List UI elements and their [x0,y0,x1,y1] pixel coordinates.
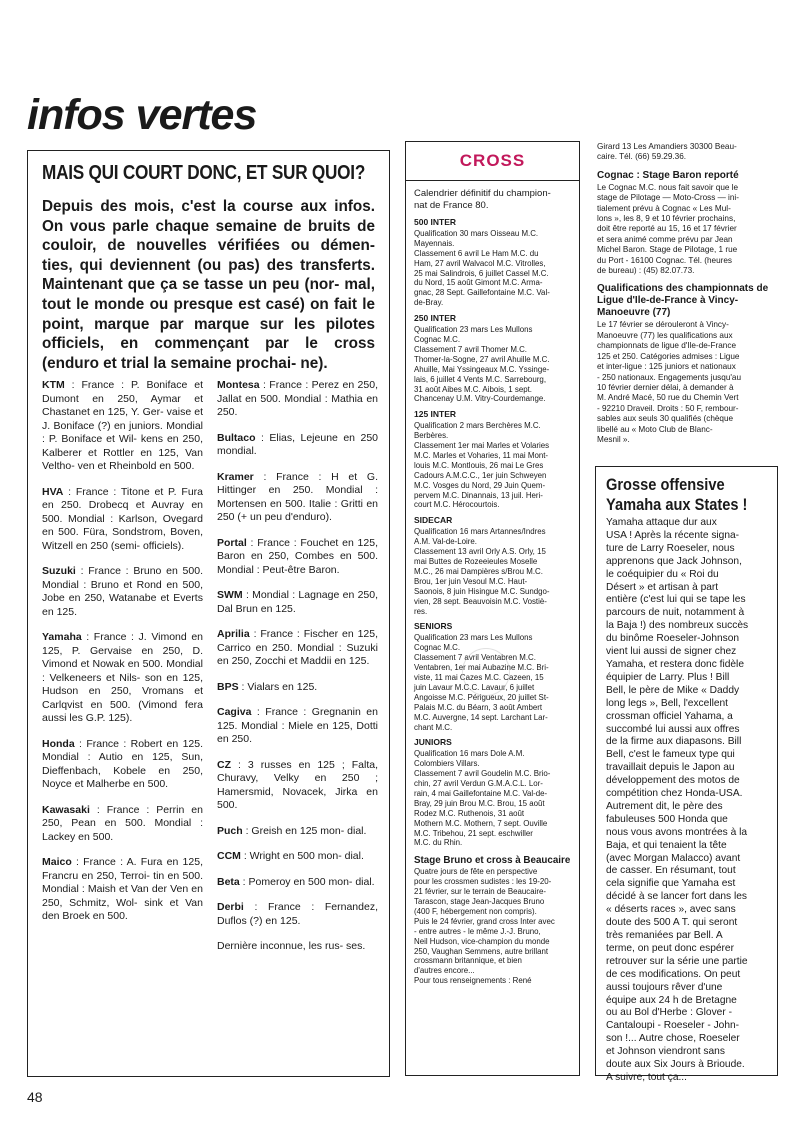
cognac-line: doit être reporté au 15, 16 et 17 février [597,224,737,234]
brand-text: Vimond en 125, P. Gervaise [42,631,203,657]
brand-entry [217,379,378,420]
brand-text: et Everts en 125. [42,592,203,618]
yamaha-body-line: USA ! Après la récente signa- [606,529,740,541]
brand-text: 500. [177,565,203,577]
brand-text: Mondial : Peut-être Baron. [217,563,340,576]
brand-entry [42,738,203,792]
cross-intro-line: Calendrier définitif du champion- [414,188,551,199]
cross-section-title: SENIORS [414,621,453,632]
brand-name: BPS [217,680,239,693]
brand-text: : France : Fouchet en [246,536,354,549]
qualif-line: championnats de ligue d'Ile-de-France [597,341,737,351]
cross-section-line: Cadours A.M.C.C., 1er juin Schweyen [414,470,547,480]
brand-text: : Greish en 125 mon- [242,824,345,837]
brand-name: CCM [217,850,241,862]
brand-text: dial. [341,850,364,862]
cross-section-line: 25 mai Salindrois, 6 juillet Cassel M.C. [414,268,549,278]
brand-text: 125. [178,737,204,750]
page-number: 48 [27,1089,43,1105]
brand-text: Auvray en 500. [42,499,204,525]
lead-text: ne). [300,354,328,372]
brand-text: : France : P. Boniface [64,379,188,391]
lead-text: Maintenant que ça se tasse un peu (nor- [42,276,345,294]
yamaha-body-line: Baja, et qui tenaient la tête [606,839,727,851]
qualif-line: Le 17 février se dérouleront à Vincy- [597,320,729,330]
brand-text: 500, Jobe en 250, Watanabe [42,578,203,604]
cross-section-line: lais, 6 juillet 4 Vents M.C. Sarrebourg, [414,374,547,384]
brand-text: ses. [343,940,366,952]
brand-text: Mondial : Suzuki en 250, [217,641,378,667]
brand-text: Duflos (?) en 125. [217,914,301,927]
cross-section-line: M.C., 26 mai Dampières s/Brou M.C. [414,566,543,576]
brand-text: : France : Perrin [89,803,185,816]
yamaha-body-line: vient lui aussi de signer chez [606,646,737,658]
cross-section-line: A.M. Val-de-Loire. [414,537,478,547]
brand-text: Mondial : Velkeneers et Nils- [42,658,203,684]
cognac-line: Michel Baron. Stage de Pilotage, 1 rue [597,245,738,255]
brand-entry [217,825,378,839]
section-title: infos vertes [27,91,257,139]
cross-section-line: Qualification 16 mars Artannes/Indres [414,527,546,537]
stage-line: pour les crossmen sudistes : les 19-20- [414,877,552,887]
stage-title: Stage Bruno et cross à Beaucaire [414,855,571,867]
stage-line: 21 février, sur le terrain de Beaucaire- [414,887,547,897]
brand-entry [42,379,203,474]
watermark-stamp [462,648,510,696]
yamaha-body-line: Yamaha, et restera donc fidèle [606,658,744,670]
brand-entry [217,706,378,747]
brand-text: : France : H et G. [253,470,378,483]
cross-section-line: Ham, 27 avril Walvacol M.C. Vitrolles, [414,258,546,268]
cross-section-line: court M.C. Hérocourtois. [414,500,500,510]
brand-text: dial. [352,875,375,888]
cross-section-line: Brou, 1er juin Vesoul M.C. Haut- [414,576,528,586]
stage-line: Puis le 24 février, grand cross Inter avec [414,916,555,926]
yamaha-body-line: parcours de nuit, notamment à [606,607,745,619]
cross-section-line: Mayennais. [414,238,455,248]
qualif-line: et inter-ligue : 125 juniors et nationaux [597,362,736,372]
qualif-line: 125 et 250. Catégories admises : Ligue [597,351,740,361]
stage-line: 250, Vaughan Semmens, autre brillant [414,946,549,956]
cross-section-line: Mothern M.C. Mothern, 7 sept. Ouville [414,818,548,828]
brand-column-left [42,379,203,966]
yamaha-body-line: décidé à se lancer fort dans les [606,891,748,903]
brand-text: Hittinger en 250. [217,484,314,496]
brand-text: en 500. Füra, Sondstrom, [42,526,166,538]
cross-section-line: Palais M.C. du Béarn, 3 août Ambert [414,702,543,712]
brand-entry [217,759,378,813]
cross-divider [406,180,579,181]
yamaha-body-line: la Baja !) des nombreux succès [606,620,749,632]
cross-heading: CROSS [459,151,526,170]
yamaha-title-line: Yamaha aux States ! [606,495,748,514]
yamaha-body-line: développement des motos de [606,775,740,787]
brand-name: Cagiva [217,706,252,718]
brand-entry [217,432,378,459]
stage-line: Neil Hudson, vice-champion du monde [414,936,550,946]
cross-section-title: 250 INTER [414,313,457,324]
brand-text: kens en 250, Kalberer et [42,433,203,459]
brand-text: en 500. [124,658,164,670]
yamaha-body-line: Cantaloupi - Roeseler - John- [606,1020,740,1032]
cross-section-title: JUNIORS [414,737,452,748]
brand-name: Kawasaki [42,803,90,816]
cross-section-line: louis M.C. Montlouis, 26 mai Le Gres [414,460,544,470]
cross-section-line: Ventabren, 1er mai Aubazine M.C. Bri- [414,663,549,673]
brand-text: Churavy, Velky en 250 ; [217,772,378,784]
yamaha-body [606,517,767,1085]
cross-section-line: Thomer-la-Sogne, 27 avril Ahuille M.C. [414,354,550,364]
brand-text: Dieffenbach, Kobele en 250, [42,764,203,777]
yamaha-body-line: équipier de Larry. Plus ! Bill [606,671,730,683]
cross-section-line: Qualification 30 mars Oisseau M.C. [414,228,539,238]
brand-name: HVA [42,485,64,498]
cross-section-line: Classement 7 avril Ventabren M.C. [414,653,536,663]
yamaha-body-line: retrouver sur la série une partie [606,955,748,967]
yamaha-body-line: compétition chez Honda-USA. [606,788,743,800]
brand-text: son en 125, Hudson en 250, [42,671,204,697]
brand-entry [42,486,203,554]
cross-section-line: Qualification 2 mars Berchères M.C. [414,421,541,431]
qualif-line: sables aux seuls 30 qualifiés (chèque [597,414,734,424]
stage-line: d'autres encore... [414,966,475,976]
yamaha-body-line: Bell, c'est le fameux type qui [606,749,735,761]
cross-section-line: viste, 11 mai Cazes M.C. Cazeen, 15 [414,672,544,682]
qualif-line: 10 février dernier délai, à demander à [597,382,734,392]
stage-line: Quatre jours de fête en perspective [414,867,538,877]
lead-text: cross (enduro et trial la semaine prochai- [42,335,375,372]
brand-name: KTM [42,379,65,391]
brand-text: 125). [105,712,133,724]
cognac-line: stage de Pilotage — Moto-Cross — ini- [597,193,739,203]
brand-text: en 250, D. Vimond et Nowak [42,644,203,670]
brand-text: et Dumont en 250, Aymar et [42,379,203,405]
lead-text: couloir, de nouvelles vérifiées ou démen- [42,237,375,255]
cross-calendar-box [405,141,580,1076]
brand-name: Beta [217,875,240,888]
yamaha-body-line: (avec Morgan Malacco) avant [606,852,741,864]
cross-section-line: Angoisse M.C. Périgueux, 20 juillet St- [414,692,549,702]
yamaha-body-line: travaillait depuis le Japon au [606,762,735,774]
brand-text: Mondial : Autio en 125, Sun, [42,751,203,763]
brand-text: juniors. [125,419,163,432]
brand-text: : France : Bruno en [75,565,178,577]
lead-text: ties, qui deviennent (ou pas) des transferts. [42,256,375,274]
qualif-line: M. André Macé, 50 rue du Chemin Vert [597,393,739,403]
brand-text: 125, Baron en 250, Combes [217,536,378,562]
cross-section-line: Qualification 23 mars Les Mullons [414,633,533,643]
brand-text: Zocchi et Maddii en 125. [252,655,370,667]
qualif-title: Qualifications des championnats de Ligue d'Ile-de-France à Vincy-Manoeuvre (77) [597,283,769,319]
brand-text: 250 mondial. [217,431,378,457]
cross-section-line: Qualification 23 mars Les Mullons [414,325,533,335]
brand-text: : Elias, Lejeune en [255,431,356,444]
brand-entry [217,681,378,695]
stage-line: (400 F, hébergement non compris). [414,906,537,916]
cross-section-line: chin, 27 avril Verdun G.M.A.C.L. Lor- [414,779,543,789]
cross-section-line: Bray, 29 juin Brou M.C. Brou, 15 août [414,798,545,808]
cognac-line: de bureau) : (45) 82.07.73. [597,266,695,276]
brand-text: : France : Fischer en [249,628,354,640]
brand-text: 125, Carrico en 250. [217,628,378,654]
cross-section-line: pervem M.C. Dinannais, 13 juil. Heri- [414,490,543,500]
brand-column-right [217,379,378,966]
brand-text: : Vialars en 125. [238,680,318,693]
brand-text: en 250, Dal Brun en 125. [217,589,379,615]
cross-section-line: Qualification 16 mars Dole A.M. [414,749,525,759]
brand-entry [217,537,378,578]
side-cont-line: caire. Tél. (66) 59.29.36. [597,152,687,162]
brand-text: : Wright en 500 mon- [240,850,342,862]
yamaha-body-line: doute des 500 A T. qui seront [606,917,738,929]
cross-section-line: 31 août Aibes M.C. Aibois, 1 sept. [414,384,532,394]
brand-name: Maico [42,856,72,868]
cross-section-title: SIDECAR [414,515,453,526]
brand-text: peu d'enduro). [261,511,332,523]
cross-intro [414,188,571,212]
qualif-line: Manoeuvre (77) les qualifications aux [597,330,733,340]
brand-text: dial. [344,824,367,837]
yamaha-body-line: le coéquipier du « Roi du [606,568,719,580]
side-news [597,142,777,445]
cross-section-line: Classement 7 avril Goudelin M.C. Brio- [414,769,551,779]
yamaha-body-line: ou au Bol d'Herbe : Glover - [606,1007,732,1019]
brand-text: Hamersmid, Novacek, Jirka [217,785,358,798]
brand-text: Mondial : Lackey en 500. [42,817,204,843]
yamaha-body-line: fabuleuses 500 Honda que [606,813,728,825]
yamaha-body-line: entière (c'est lui qui se tape les [606,594,746,606]
lead-text: fait le point, marque par marque sur les [42,295,376,333]
brand-text: Mondial : Mortensen en 500. [217,484,378,510]
brand-text: officiels). [140,539,185,552]
brand-entry [42,565,203,619]
yamaha-body-line: de casser. En résumant, tout [606,865,736,877]
cross-section-line: Saonois, 8 juin Hisingue M.C. Sundgo- [414,586,550,596]
cross-section-line: Classement 6 avril Le Ham M.C. du [414,248,539,258]
yamaha-body-line: nous vous avons montrées à la [606,826,748,838]
brand-text: : France : A. Fura en [71,856,179,868]
lead-text: mal, tout le monde ou presque est casé) on [42,276,375,313]
brand-text: 500. [104,910,128,922]
cross-section-line: Classement 7 avril Thomer M.C. [414,344,527,354]
cognac-line: du Port - 16100 Cognac. Tél. (heures [597,255,733,265]
yamaha-body-line: crossman officiel Yahama, a [606,710,733,722]
cross-section-line: mai Buttes de Rozeeieules Moselle [414,557,538,566]
yamaha-body-line: du binôme Roeseler-Johnson [606,633,740,645]
brand-text: : France : Gregnanin [251,706,361,718]
yamaha-body-line: long legs », Bell, l'excellent [606,697,729,709]
yamaha-title [606,475,748,515]
brand-text: Boven, Witzell en 250 (semi- [42,526,203,552]
cross-intro-line: nat de France 80. [414,200,489,211]
yamaha-body-line: et Johnson viendront sans [606,1046,725,1058]
cross-section-line: Rodez M.C. Ruthenois, 31 août [414,808,525,818]
brand-text: Noyce et Malherbe en 500. [42,778,169,790]
yamaha-body-line: de la firme aux diapasons. Bill [606,736,742,748]
cross-section-line: vien, 28 sept. Beauvoisin M.C. Vostiè- [414,596,547,606]
brand-text: en 250, Pean en 500. [42,803,203,829]
yamaha-body-line: Bell, le père de Mike « Daddy [606,684,740,696]
brand-text: Ven en 250, Schmitz, Wol- [42,883,203,909]
brand-text: : 3 russes en 125 ; Falta, [231,758,378,771]
brand-text: en 125. [217,706,378,732]
cognac-line: Le Cognac M.C. nous fait savoir que le [597,182,739,192]
yamaha-body-line: succombé lui aussi aux offres [606,723,740,735]
brand-text: : Mondial : Lagnage [242,589,340,601]
brand-text: Mondial : Maish et Van der [42,883,168,895]
brand-text: 125, Francru en 250, Terroi- [42,856,203,882]
yamaha-body-line: de ces modifications. On peut [606,968,741,980]
brand-text: (Vimond fera aussi les G.P. [42,698,203,724]
brand-text: vaise et J. Boniface (?) en [42,406,203,432]
brand-text: tin en 500. [149,869,203,882]
cross-section-line: Cognac M.C. [414,643,461,653]
brand-name: Portal [217,536,247,549]
yamaha-body-line: équipe aux 24 h de Bretagne [606,994,737,1006]
cross-section-title: 500 INTER [414,217,457,227]
brand-text: Vromans et Carlqvist en 500. [42,685,203,711]
brand-text: Mondial : P. Boniface et Wil- [42,419,203,445]
cross-section-line: chant M.C. [414,722,453,732]
brand-name: CZ [217,758,231,771]
brand-text: : France : J. [81,631,147,643]
yamaha-body-line: Désert » et artisan à part [606,581,719,593]
yamaha-title-line: Grosse offensive [606,475,725,494]
brand-text: sink et Van den Broek en [42,896,203,922]
cross-section-line: res. [414,606,428,616]
brand-text: Mondial : Bruno et Rond en [42,578,178,591]
cross-section-line: M.C. Vosges du Nord, 29 Juin Quem- [414,480,546,490]
brand-text: Fura en 250. Drobecq et [42,485,203,511]
brand-name: Aprilia [217,628,250,640]
brand-text: : France : Titone et P. [63,485,177,498]
cross-section-line: gnac, 28 Sept. Gaillefontaine M.C. Val- [414,288,550,298]
yamaha-body-line: aussi toujours rêver d'une [606,981,723,993]
cognac-line: tialement prévu à Cognac « Les Mul- [597,203,731,213]
stage-line: Pour tous renseignements : René [414,976,532,986]
brand-entry [217,876,378,890]
brand-text: en 500. [334,550,379,562]
cross-section-line: rain, 4 mai Gaillefontaine M.C. Val-de- [414,788,548,798]
brand-text: Rottler en 125, Van Veltho- [42,446,203,472]
brand-entry [42,856,203,924]
brand-entry [217,628,378,669]
brand-entry [217,850,378,864]
main-lead [42,197,375,373]
cross-section-line: M.C. Auvergne, 14 sept. Larchant Lar- [414,712,548,722]
yamaha-body-line: Yamaha attaque dur aux [606,517,717,528]
side-cont-line: Girard 13 Les Amandiers 30300 Beau- [597,142,737,151]
qualif-line: libellé au « Moto Club de Blanc- [597,424,713,434]
stage-line: - entre autres - le même J.-J. Bruno, [414,926,541,936]
qualif-line: Mesnil ». [597,434,630,444]
brand-entry [42,804,203,845]
yamaha-body-line: apprenons que Jack Johnson, [606,555,742,567]
brand-text: Mondial : Karlson, Ovegard [62,512,203,525]
brand-name: SWM [217,589,243,601]
brand-name: Suzuki [42,565,76,577]
cognac-title: Cognac : Stage Baron reporté [597,169,739,181]
cross-section-line: Classement 1er mai Marles et Volaries [414,441,550,451]
brand-text: Mondial : Miele en 125, Dotti [237,719,378,732]
brand-text: : France : Robert en [74,737,179,750]
brand-text: Dernière inconnue, les rus- [217,940,344,952]
cross-section-line: du Nord, 15 août Gimont M.C. Arma- [414,278,543,288]
yamaha-body-line: son !... Autre chose, Roeseler [606,1033,740,1045]
yamaha-body-line: Autrement dit, le père des [606,800,723,812]
cross-section-line: Cognac M.C. [414,334,461,344]
lead-text: On vous parle chaque semaine de bruits de [42,217,375,235]
brand-columns [42,379,378,966]
cross-section-line: Colombiers Villars. [414,759,480,769]
brand-text: ven et Rheinbold en 500. [74,460,195,472]
cross-section-line: Chancenay U.M. Vitry-Courdemange. [414,394,546,404]
main-article [27,150,390,1077]
cross-section-line: de-Bray. [414,298,444,308]
yamaha-body-line: très remaniées par Bell. A [606,930,723,941]
cross-body [414,218,571,986]
cross-section-line: Classement 13 avril Orly A.S. Orly, 15 [414,547,546,557]
brand-text: Mondial : Mathia en 250. [217,392,378,418]
brand-entry [217,589,378,616]
brand-entry [217,901,378,928]
brand-text: en 250, Jallat en 500. [217,379,378,405]
qualif-line: - 250 nationaux. Engagements jusqu'au [597,372,742,382]
brand-text: : France : Perez [259,379,340,391]
cross-section-title: 125 INTER [414,409,457,420]
yamaha-body-line: « déserts races », avec sans [606,904,736,916]
brand-text: en 500. [217,785,378,811]
brand-name: Yamaha [42,631,82,643]
cross-section-line: M.C. Tribehou, 21 sept. eschwiller [414,828,533,838]
yamaha-body-line: cela signifie que Yamaha est [606,878,736,890]
cross-section-line: Berbères. [414,431,449,441]
lead-text: pilotes officiels, en commençant par le [42,315,375,353]
brand-entry [42,631,203,726]
brand-name: Puch [217,824,243,837]
yamaha-box [595,466,778,1083]
qualif-line: - 92210 Draveil. Droits : 50 F, rembour- [597,403,739,413]
cross-section-line: juin Lavaur M.C.C. Lavaur, 6 juillet [414,682,535,692]
cross-section-line: M.C. du Rhin. [414,838,463,848]
brand-text: : France : Fernandez, [243,901,378,913]
cognac-line: et sera animé comme prévu par Jean [597,234,733,244]
brand-text: en 250. [217,733,253,745]
brand-name: Montesa [217,379,260,391]
lead-text: Depuis des mois, c'est la course aux infos. [42,198,375,215]
cognac-line: lons », les 8, 9 et 10 février prochains, [597,214,736,224]
cross-section-line: Ahuille, Mai Yssingeaux M.C. Yssinge- [414,364,550,374]
yamaha-body-line: doute aux Six Jours à Brioude. [606,1059,745,1071]
stage-line: crossmann britannique, et bien [414,956,522,966]
brand-text: Chastanet en 125, Y. Ger- [42,406,164,418]
brand-entry [217,471,378,525]
brand-text: : Pomeroy en 500 mon- [239,875,353,888]
yamaha-body-line: A suivre, tout ça... [606,1071,687,1083]
brand-entry [217,940,378,954]
stage-line: Tarascon, stage Jean-Jacques Bruno [414,897,545,906]
brand-name: Derbi [217,901,244,913]
yamaha-body-line: ture de Larry Roeseler, nous [606,542,735,554]
cross-section-line: M.C. Marles et Voharies, 11 mai Mont- [414,450,549,460]
brand-name: Bultaco [217,431,256,444]
main-headline: MAIS QUI COURT DONC, ET SUR QUOI? [42,162,366,184]
brand-name: Kramer [217,470,254,483]
yamaha-body-line: terme, on peut donc espérer [606,942,734,954]
brand-text: Italie : Gritti en 250 (+ un [217,497,379,523]
brand-name: Honda [42,737,75,750]
